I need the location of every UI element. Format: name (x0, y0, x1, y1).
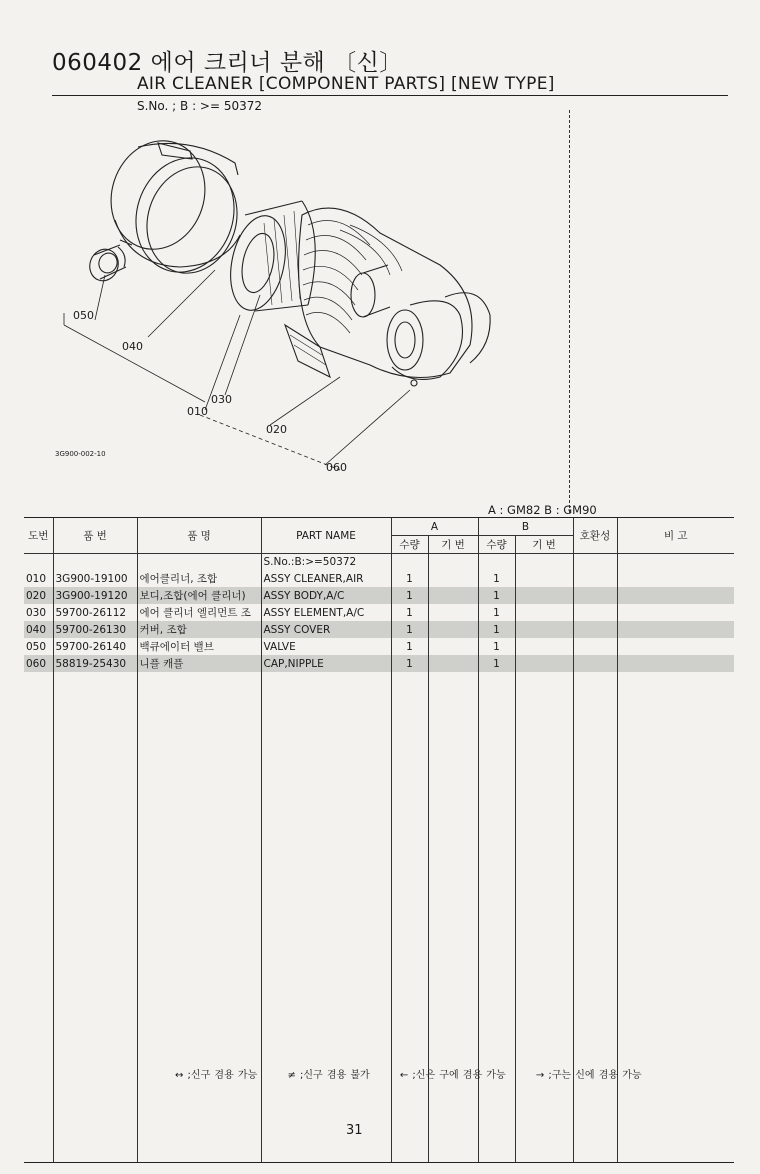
callout-030: 030 (211, 393, 232, 406)
header-group-b: B (478, 518, 573, 536)
qty-a-cell: 1 (391, 604, 428, 621)
qty-b-cell: 1 (478, 604, 515, 621)
part-name-cell: ASSY BODY,A/C (261, 587, 391, 604)
name-kr-cell: 백큐에이터 밸브 (137, 638, 261, 655)
table-row (24, 638, 734, 655)
header-name-kr: 품 명 (137, 518, 261, 554)
part-name-cell: VALVE (261, 638, 391, 655)
legend-item: ← ;신은 구에 겸용 가능 (399, 1070, 506, 1081)
part-no-cell: 59700-26140 (53, 638, 137, 655)
part-name-cell: ASSY ELEMENT,A/C (261, 604, 391, 621)
qty-b-cell: 1 (478, 570, 515, 587)
header-ref-no: 도번 (24, 518, 53, 554)
name-kr-cell: 보디,조합(에어 클리너) (137, 587, 261, 604)
name-kr-cell: 에어 클리너 엘리먼트 조 (137, 604, 261, 621)
figure-code: 3G900-002-10 (55, 450, 106, 458)
table-row (24, 621, 734, 638)
callout-050: 050 (73, 309, 94, 322)
model-legend: A : GM82 B : GM90 (488, 503, 597, 517)
compatibility-legend (175, 1066, 668, 1081)
header-qty-a: 수량 (391, 536, 428, 554)
callout-020: 020 (266, 423, 287, 436)
header-part-no: 품 번 (53, 518, 137, 554)
qty-a-cell: 1 (391, 570, 428, 587)
part-no-cell: 3G900-19100 (53, 570, 137, 587)
header-base-a: 기 번 (428, 536, 478, 554)
ref-cell: 040 (24, 621, 53, 638)
valve-illustration (85, 245, 126, 285)
header-compat: 호환성 (573, 518, 617, 554)
page-number: 31 (346, 1123, 363, 1138)
table-row (24, 604, 734, 621)
part-no-cell: 59700-26130 (53, 621, 137, 638)
dashed-divider (569, 110, 570, 513)
serial-condition: S.No. ; B : >= 50372 (137, 99, 263, 113)
serial-row-label: S.No.:B:>=50372 (261, 554, 391, 571)
qty-b-cell: 1 (478, 621, 515, 638)
part-no-cell: 59700-26112 (53, 604, 137, 621)
header-remarks: 비 고 (617, 518, 734, 554)
callout-060: 060 (326, 461, 347, 474)
legend-item: ≠ ;신구 겸용 불가 (287, 1070, 370, 1081)
ref-cell: 050 (26, 640, 47, 653)
table-filler-row (24, 672, 734, 1163)
part-name-cell: ASSY CLEANER,AIR (261, 570, 391, 587)
page-title-code: 060402 에어 크리너 분해 〔신〕 (52, 50, 403, 76)
callout-040: 040 (122, 340, 143, 353)
part-no-cell: 3G900-19120 (53, 587, 137, 604)
header-base-b: 기 번 (515, 536, 573, 554)
table-row (24, 554, 734, 571)
part-name-cell: ASSY COVER (261, 621, 391, 638)
name-kr-cell: 니플 캐플 (137, 655, 261, 672)
qty-a-cell: 1 (391, 587, 428, 604)
header-group-a: A (391, 518, 478, 536)
name-kr-cell: 에어클리너, 조합 (137, 570, 261, 587)
qty-b-cell: 1 (478, 587, 515, 604)
table-row (24, 655, 734, 672)
cover-illustration (97, 128, 250, 285)
legend-item: → ;구는 신에 겸용 가능 (535, 1070, 642, 1081)
header-qty-b: 수량 (478, 536, 515, 554)
legend-item: ↔ ;신구 겸용 가능 (175, 1070, 258, 1081)
leader-lines (64, 270, 410, 470)
callout-010: 010 (187, 405, 208, 418)
exploded-parts-diagram (40, 115, 520, 480)
title-divider (52, 95, 728, 96)
name-kr-cell: 커버, 조합 (137, 621, 261, 638)
ref-cell: 060 (24, 655, 53, 672)
body-illustration (285, 208, 490, 386)
qty-a-cell: 1 (391, 655, 428, 672)
qty-b-cell: 1 (478, 638, 515, 655)
qty-a-cell: 1 (391, 621, 428, 638)
qty-b-cell: 1 (478, 655, 515, 672)
ref-cell: 010 (26, 572, 47, 585)
part-name-cell: CAP,NIPPLE (261, 655, 391, 672)
qty-a-cell: 1 (391, 638, 428, 655)
page-title-english: AIR CLEANER [COMPONENT PARTS] [NEW TYPE] (137, 74, 555, 94)
ref-cell: 030 (26, 606, 47, 619)
header-part-name: PART NAME (261, 518, 391, 554)
ref-cell: 020 (24, 587, 53, 604)
table-row (24, 570, 734, 587)
part-no-cell: 58819-25430 (53, 655, 137, 672)
table-row (24, 587, 734, 604)
